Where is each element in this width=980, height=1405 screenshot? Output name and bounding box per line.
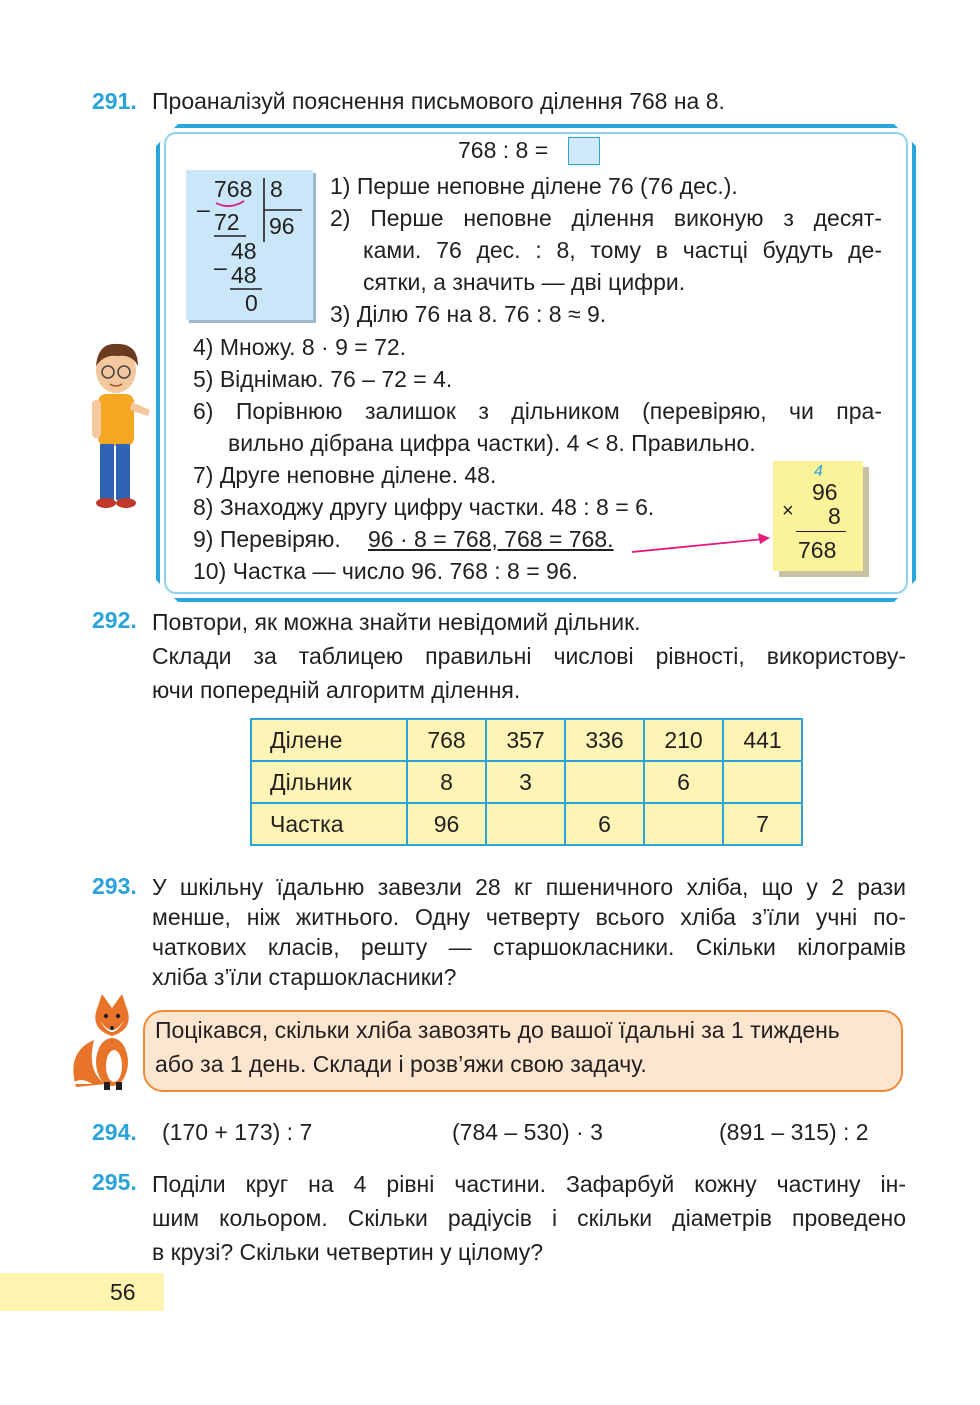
table-cell: 441: [723, 719, 802, 761]
step-10: 10) Частка — число 96. 768 : 8 = 96.: [193, 558, 579, 584]
step-9-check: 96 · 8 = 768, 768 = 768.: [368, 526, 614, 552]
exercise-293-line-1: У шкільну їдальню завезли 28 кг пшеничного хліба, що у 2 рази: [152, 874, 906, 900]
division-remainder-1: 48: [231, 238, 257, 264]
step-8: 8) Знаходжу другу цифру частки. 48 : 8 = 6.: [193, 494, 655, 520]
step-9-label: 9) Перевіряю.: [193, 526, 341, 552]
table-cell-empty[interactable]: [644, 803, 723, 845]
fox-illustration: [66, 992, 146, 1092]
division-table: [250, 718, 803, 846]
page-number: 56: [110, 1279, 136, 1305]
exercise-293-line-3: чаткових класів, решту — старшокласники. Скільки кілограмів: [152, 934, 906, 960]
check-bottom: 8: [828, 503, 841, 529]
exercise-291-number: 291.: [92, 88, 137, 114]
division-remainder-2: 0: [245, 290, 258, 316]
expression-3: (891 – 315) : 2: [719, 1119, 869, 1145]
table-row: [251, 803, 802, 845]
exercise-292-line-1: Повтори, як можна знайти невідомий дільник.: [152, 609, 641, 635]
fox-tip-line-1: Поцікався, скільки хліба завозять до вашої їдальні за 1 тиждень: [155, 1017, 840, 1043]
division-dividend: 768: [214, 176, 253, 202]
arrow-icon: [630, 530, 780, 560]
step-6-line-1: 6) Порівнюю залишок з дільником (перевіряю, чи пра-: [193, 398, 882, 424]
check-top: 96: [812, 479, 838, 505]
table-row-label: Частка: [251, 803, 407, 845]
table-row-label: Дільник: [251, 761, 407, 803]
division-subtrahend-1: 72: [214, 209, 240, 235]
table-cell: 768: [407, 719, 486, 761]
table-row: [251, 719, 802, 761]
answer-box[interactable]: [568, 137, 600, 165]
table-cell: 210: [644, 719, 723, 761]
table-cell: 336: [565, 719, 644, 761]
step-2-line-1: 2) Перше неповне ділення виконую з десят-: [330, 205, 882, 231]
division-lines: [186, 170, 316, 320]
exercise-291-title: Проаналізуй пояснення письмового ділення 768 на 8.: [152, 88, 725, 114]
table-cell-empty[interactable]: [486, 803, 565, 845]
step-2-line-3: сятки, а значить — дві цифри.: [363, 269, 686, 295]
step-2-line-2: ками. 76 дес. : 8, тому в частці будуть де-: [363, 237, 882, 263]
exercise-293-line-2: менше, ніж житнього. Одну четверту всього хліба з’їли учні по-: [152, 904, 906, 930]
table-row: [251, 761, 802, 803]
boy-illustration: [88, 340, 158, 515]
table-cell: 96: [407, 803, 486, 845]
division-minus-2: –: [214, 254, 227, 280]
check-result: 768: [798, 537, 837, 563]
exercise-294-number: 294.: [92, 1119, 137, 1145]
exercise-295-line-3: в крузі? Скільки четвертин у цілому?: [152, 1239, 544, 1265]
division-minus-1: –: [197, 196, 210, 222]
table-cell: 357: [486, 719, 565, 761]
step-1: 1) Перше неповне ділене 76 (76 дес.).: [330, 173, 738, 199]
division-quotient: 96: [269, 213, 295, 239]
step-7: 7) Друге неповне ділене. 48.: [193, 462, 497, 488]
table-cell-empty[interactable]: [723, 761, 802, 803]
fox-tip-line-2: або за 1 день. Склади і розв’яжи свою задачу.: [155, 1051, 647, 1077]
exercise-293-number: 293.: [92, 873, 137, 899]
exercise-292-number: 292.: [92, 607, 137, 633]
table-cell-empty[interactable]: [565, 761, 644, 803]
expression-1: (170 + 173) : 7: [162, 1119, 313, 1145]
step-4: 4) Множу. 8 · 9 = 72.: [193, 334, 407, 360]
exercise-293-line-4: хліба з’їли старшокласники?: [152, 964, 457, 990]
table-cell: 3: [486, 761, 565, 803]
step-3: 3) Ділю 76 на 8. 76 : 8 ≈ 9.: [330, 301, 607, 327]
exercise-295-line-1: Поділи круг на 4 рівні частини. Зафарбуй кожну частину ін-: [152, 1171, 906, 1197]
division-divisor: 8: [270, 176, 283, 202]
step-6-line-2: вильно дібрана цифра частки). 4 < 8. Правильно.: [228, 430, 756, 456]
equation: 768 : 8 =: [458, 137, 549, 163]
table-cell: 7: [723, 803, 802, 845]
expression-2: (784 – 530) · 3: [452, 1119, 603, 1145]
check-rule: [796, 531, 846, 532]
table-cell: 6: [644, 761, 723, 803]
exercise-295-number: 295.: [92, 1169, 137, 1195]
table-cell: 6: [565, 803, 644, 845]
table-row-label: Ділене: [251, 719, 407, 761]
page-number-strip: [0, 1273, 164, 1311]
check-operator: ×: [782, 500, 794, 522]
exercise-295-line-2: шим кольором. Скільки радіусів і скільки діаметрів проведено: [152, 1205, 906, 1231]
step-5: 5) Віднімаю. 76 – 72 = 4.: [193, 366, 453, 392]
exercise-292-line-3: ючи попередній алгоритм ділення.: [152, 677, 521, 703]
check-carry: 4: [814, 463, 823, 480]
exercise-292-line-2: Склади за таблицею правильні числові рівності, використову-: [152, 643, 906, 669]
division-subtrahend-2: 48: [231, 262, 257, 288]
table-cell: 8: [407, 761, 486, 803]
